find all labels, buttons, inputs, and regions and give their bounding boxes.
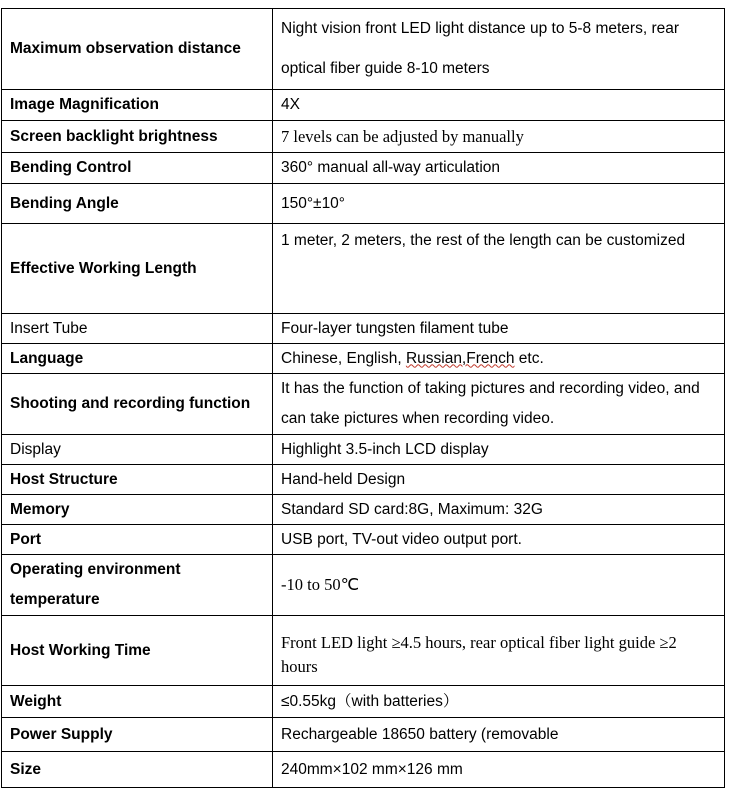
spec-value-text: Chinese, English,	[281, 349, 406, 367]
spec-label: Bending Control	[2, 153, 273, 184]
spec-value: Front LED light ≥4.5 hours, rear optical fiber light guide ≥2 hours	[273, 616, 725, 686]
spec-value	[273, 344, 725, 374]
spec-label: Operating environment temperature	[2, 555, 273, 616]
spec-value: 7 levels can be adjusted by manually	[273, 121, 725, 153]
spec-value: Rechargeable 18650 battery (removable	[273, 718, 725, 752]
spec-label: Power Supply	[2, 718, 273, 752]
table-row	[2, 752, 725, 788]
table-row	[2, 495, 725, 525]
table-row	[2, 374, 725, 435]
table-row	[2, 90, 725, 121]
table-row	[2, 465, 725, 495]
spec-label: Maximum observation distance	[2, 9, 273, 90]
spec-table	[1, 8, 725, 788]
table-row	[2, 153, 725, 184]
spec-label: Host Working Time	[2, 616, 273, 686]
spec-value: ≤0.55kg（with batteries）	[273, 686, 725, 718]
spec-value: Night vision front LED light distance up to 5-8 meters, rear optical fiber guide 8-10 meters	[273, 9, 725, 90]
table-row	[2, 184, 725, 224]
spec-label: Shooting and recording function	[2, 374, 273, 435]
spec-value: -10 to 50℃	[273, 555, 725, 616]
spec-label: Effective Working Length	[2, 224, 273, 314]
spec-value: 360° manual all-way articulation	[273, 153, 725, 184]
spec-label: Port	[2, 525, 273, 555]
spec-value: It has the function of taking pictures and recording video, and can take pictures when recording video.	[273, 374, 725, 435]
spec-value: Standard SD card:8G, Maximum: 32G	[273, 495, 725, 525]
spec-label: Bending Angle	[2, 184, 273, 224]
spec-label: Weight	[2, 686, 273, 718]
table-row	[2, 344, 725, 374]
spec-label: Memory	[2, 495, 273, 525]
spec-label: Image Magnification	[2, 90, 273, 121]
spec-value: 1 meter, 2 meters, the rest of the length can be customized	[273, 224, 725, 314]
spec-value: 240mm×102 mm×126 mm	[273, 752, 725, 788]
table-row	[2, 435, 725, 465]
spec-label: Screen backlight brightness	[2, 121, 273, 153]
spec-label: Host Structure	[2, 465, 273, 495]
spec-value: Hand-held Design	[273, 465, 725, 495]
spec-label: Insert Tube	[2, 314, 273, 344]
spec-value: Four-layer tungsten filament tube	[273, 314, 725, 344]
table-row	[2, 555, 725, 616]
table-row	[2, 314, 725, 344]
table-row	[2, 121, 725, 153]
table-row	[2, 9, 725, 90]
table-row	[2, 686, 725, 718]
spec-label: Language	[2, 344, 273, 374]
spec-value: Highlight 3.5-inch LCD display	[273, 435, 725, 465]
table-row	[2, 616, 725, 686]
spec-value: USB port, TV-out video output port.	[273, 525, 725, 555]
table-row	[2, 224, 725, 314]
spec-label: Size	[2, 752, 273, 788]
table-row	[2, 525, 725, 555]
spellcheck-flagged-text: Russian,French	[405, 349, 515, 367]
spec-value: 150°±10°	[273, 184, 725, 224]
spec-label: Display	[2, 435, 273, 465]
spec-value-text: etc.	[514, 349, 544, 367]
spec-value: 4X	[273, 90, 725, 121]
table-row	[2, 718, 725, 752]
